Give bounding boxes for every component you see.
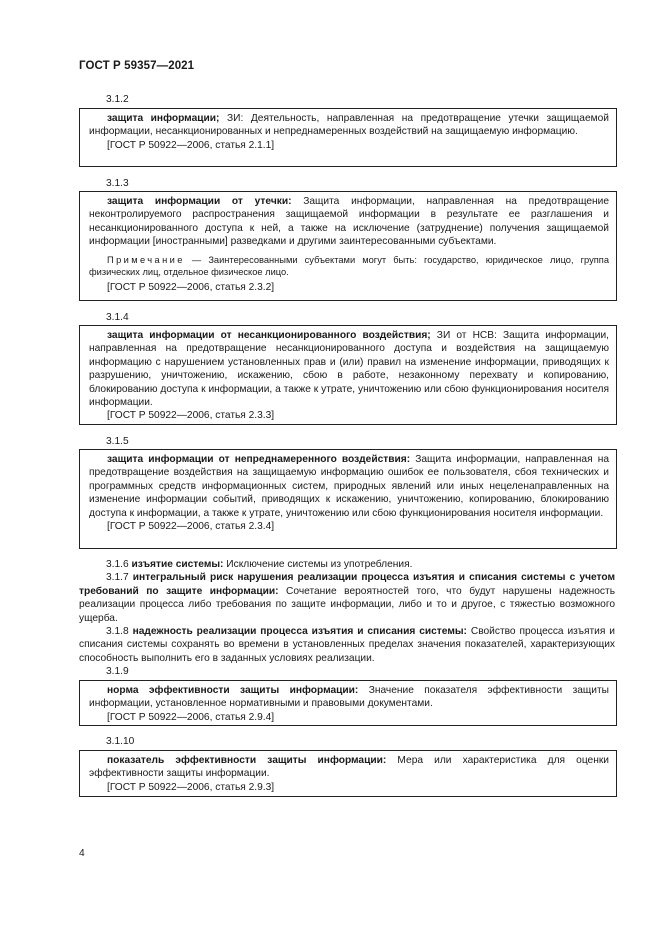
definition-body: Значение показателя эффективности защиты информации, установленное нормативными и правовыми документами. <box>89 685 609 710</box>
free-definitions <box>79 558 615 665</box>
section-number-3-1-10: 3.1.10 <box>106 736 135 747</box>
definition-text <box>89 329 609 409</box>
definition-3-1-7: 3.1.7 интегральный риск нарушения реализации процесса изъятия и списания системы с учетом требований по защите информации: Сочетание вероятностей того, что будут нарушены надежность реализации процесса либо требования по защите информации, либо и то и другое, с тяжестью возможного ущерба. <box>79 572 615 624</box>
section-number-3-1-4: 3.1.4 <box>106 312 129 323</box>
note-text: — Заинтересованными субъектами могут быть: государство, юридическое лицо, группа физических лиц, отдельное физическое лицо. <box>89 254 609 277</box>
definition-3-1-6: 3.1.6 изъятие системы: Исключение системы из употребления. <box>106 559 413 570</box>
definition-box-3-1-3 <box>79 191 617 301</box>
term: показатель эффективности защиты информации: <box>107 755 387 766</box>
abbreviation: ЗИ: <box>219 113 244 124</box>
definition-body: Защита информации, направленная на предотвращение неконтролируемого распространения защищаемой информации в результате ее разглашения и несанкционированного доступа к ней, а также на исключение (затруднение) получения защищаемой информации [иностранными] разведками и другими заинтересованными субъектами. <box>89 196 610 248</box>
definition-text <box>89 684 609 711</box>
source-reference: [ГОСТ Р 50922—2006, статья 2.1.1] <box>107 139 275 151</box>
term: изъятие системы: <box>131 559 224 570</box>
term: защита информации от несанкционированного воздействия; <box>107 330 431 341</box>
section-number-3-1-3: 3.1.3 <box>106 178 129 189</box>
definition-text <box>89 453 609 520</box>
section-number-3-1-9: 3.1.9 <box>106 666 129 677</box>
definition-box-3-1-10 <box>79 750 617 797</box>
abbreviation: ЗИ от НСВ: <box>430 330 497 341</box>
definition-box-3-1-4 <box>79 325 617 425</box>
term: надежность реализации процесса изъятия и списания системы: <box>132 626 467 638</box>
definition-body: Защита информации, направленная на предотвращение несанкционированного доступа и воздействия на защищаемую информацию с нарушением установленных прав и (или) правил на изменение информации, приводящих к разрушению, уничтожению, искажению, сбою в работе, незаконному перехвату и копированию, блокированию доступа к информации, а также к утрате, уничтожению или сбою функционирования носителя информации. <box>89 330 609 409</box>
definition-box-3-1-2 <box>79 108 617 167</box>
page-number: 4 <box>79 848 85 859</box>
definition-text <box>89 754 609 781</box>
note-label: Примечание <box>107 254 185 265</box>
definition-box-3-1-5 <box>79 449 617 549</box>
definition-text <box>89 112 609 139</box>
note <box>89 254 609 278</box>
term: интегральный риск нарушения реализации процесса изъятия и списания системы с учетом требований по защите информации: <box>79 572 615 597</box>
document-header: ГОСТ Р 59357—2021 <box>79 60 195 72</box>
definition-text <box>89 195 609 249</box>
source-reference: [ГОСТ Р 50922—2006, статья 2.3.4] <box>107 521 275 533</box>
definition-body: Деятельность, направленная на предотвращение утечки защищаемой информации, несанкционированных и непреднамеренных воздействий на защищаемую информацию. <box>89 113 609 138</box>
source-reference: [ГОСТ Р 50922—2006, статья 2.9.3] <box>107 781 275 793</box>
source-reference: [ГОСТ Р 50922—2006, статья 2.3.3] <box>107 410 275 422</box>
term: защита информации; <box>107 113 220 124</box>
definition-body: Защита информации, направленная на предотвращение воздействия на защищаемую информацию ошибок ее пользователя, сбоя технических и программных средств информационных систем, природных явлений или иных нецеленаправленных на изменение информации событий, приводящих к искажению, уничтожению, копированию, блокированию доступа к информации, а также к утрате, уничтожению или сбою функционирования носителя информации. <box>89 454 609 519</box>
section-number-3-1-5: 3.1.5 <box>106 436 129 447</box>
definition-body: Мера или характеристика для оценки эффективности защиты информации. <box>89 755 609 780</box>
term: норма эффективности защиты информации: <box>107 685 359 696</box>
definition-box-3-1-9 <box>79 680 617 726</box>
definition-3-1-8: 3.1.8 надежность реализации процесса изъятия и списания системы: Свойство процесса изъятия и списания системы сохранять во времени в установленных пределах значения показателей, характеризующих способность выполнить его в заданных условиях реализации. <box>79 626 615 664</box>
term: защита информации от утечки: <box>107 196 292 207</box>
term: защита информации от непреднамеренного воздействия: <box>107 454 411 465</box>
section-number-3-1-2: 3.1.2 <box>106 94 129 105</box>
source-reference: [ГОСТ Р 50922—2006, статья 2.9.4] <box>107 711 275 723</box>
source-reference: [ГОСТ Р 50922—2006, статья 2.3.2] <box>107 282 275 294</box>
